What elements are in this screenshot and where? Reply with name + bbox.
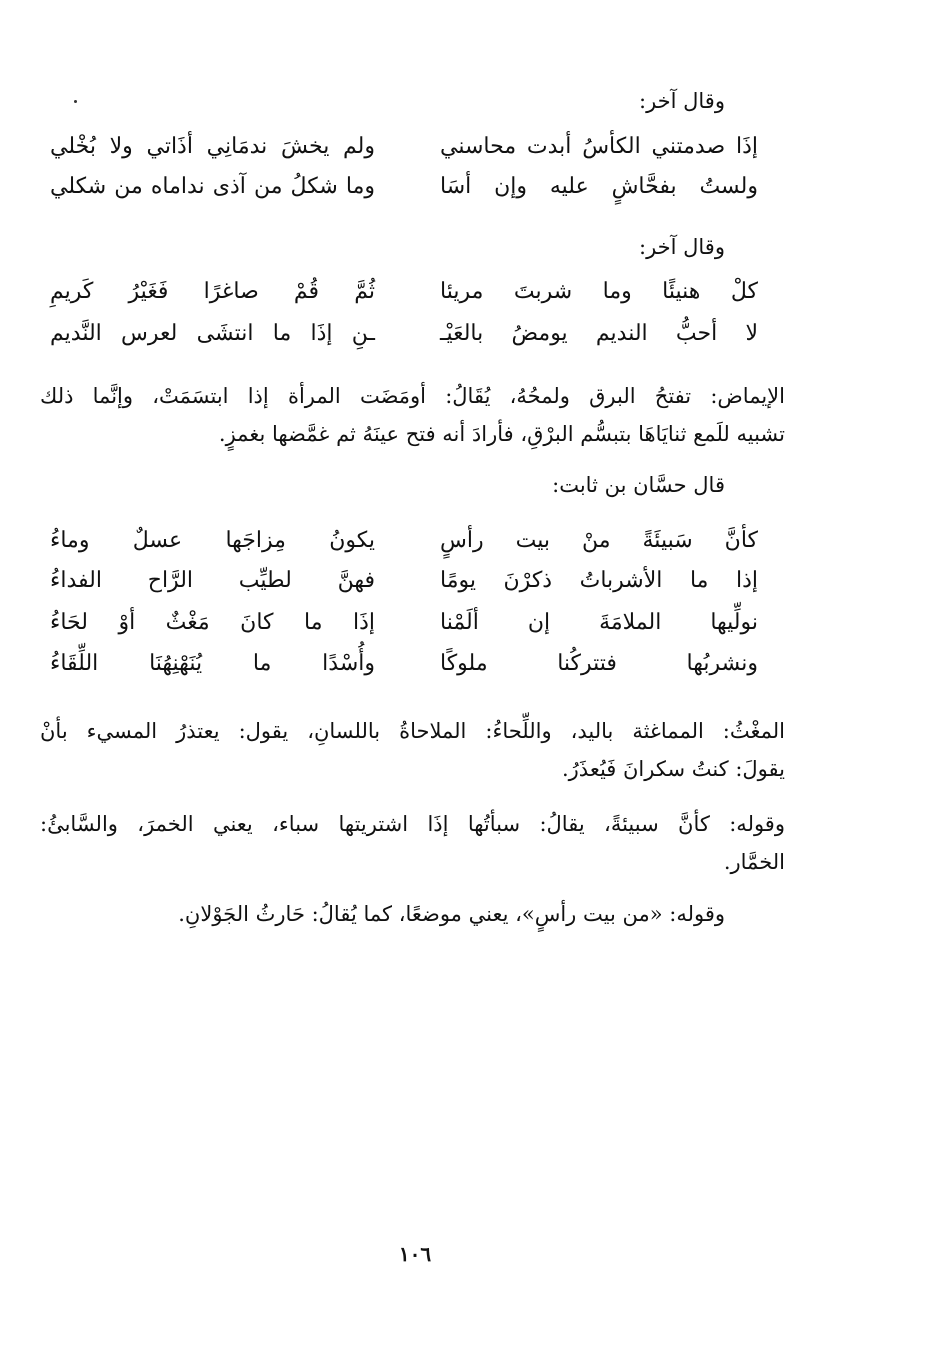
paragraph-imaad-line-2: تشبيه للَمع ثنايَاهَا بتبسُّم البرْقِ، فأرادَ أنه فتح عينَهُ ثم غمَّضها بغمزٍ. bbox=[218, 422, 785, 446]
poem1-verse-2-second-hemistich: وما شكلُ من آذى نداماه من شكلي bbox=[50, 174, 375, 199]
poem3-verse-1-second-hemistich: يكونُ مِزاجَها عسلٌ وماءُ bbox=[50, 528, 375, 553]
poem3-verse-2-second-hemistich: فهنَّ لطيِّب الرَّاح الفداءُ bbox=[50, 568, 375, 593]
paragraph-imaad bbox=[40, 377, 785, 453]
poem1-verse-2-first-hemistich: ولستُ بفحَّاشٍ عليه وإن أسَا bbox=[440, 174, 758, 199]
paragraph-sabiah-line-2: الخمَّار. bbox=[723, 850, 785, 874]
poem3-intro: قال حسَّان بن ثابت: bbox=[552, 473, 725, 497]
paragraph-maghth-line-1: المغْثُ: المماغثة باليد، واللِّحاءُ: الملاحاةُ باللسانِ، يقول: يعتذرُ المسيء بأنْ bbox=[40, 719, 785, 743]
poem1-verse-2 bbox=[40, 167, 780, 207]
poem1-verse-1-first-hemistich: إذَا صدمتني الكأسُ أبدت محاسني bbox=[440, 134, 758, 159]
print-speck bbox=[74, 100, 77, 103]
paragraph-imaad-line-1: الإيماض: تفتحُ البرق ولمحُهُ، يُقَالُ: أومَضَت المرأة إذا ابتسَمَتْ، وإنَّما ذلك bbox=[40, 384, 785, 408]
paragraph-maghth-line-2: يقولَ: كنتُ سكرانَ فَيُعذَرُ. bbox=[561, 757, 785, 781]
poem2-verse-2-first-hemistich: لا أحبُّ النديم يومضُ بالعَيْـ bbox=[440, 321, 758, 346]
paragraph-bayt-ras-line-1: وقوله: «من بيت رأسٍ»، يعني موضعًا، كما يُقالُ: حَارثُ الجَوْلانِ. bbox=[178, 902, 725, 926]
paragraph-sabiah-line-1: وقوله: كأنَّ سبيئةً، يقالُ: سبأتُها إذَا اشتريتها سباء، يعني الخمرَ، والسَّابئُ: bbox=[40, 812, 785, 836]
paragraph-sabiah bbox=[40, 805, 785, 881]
poem3-verse-4 bbox=[40, 644, 780, 684]
poem2-verse-2 bbox=[40, 314, 780, 354]
paragraph-maghth bbox=[40, 712, 785, 788]
poem2-intro: وقال آخر: bbox=[639, 235, 725, 259]
poem3-verse-4-first-hemistich: ونشربُها فتتركُنا ملوكًا bbox=[440, 651, 758, 676]
poem1-verse-1 bbox=[40, 127, 780, 167]
poem2-verse-1 bbox=[40, 272, 780, 312]
poem3-verse-3-second-hemistich: إذَا ما كانَ مَغْثٌ أوْ لحَاءُ bbox=[50, 610, 375, 635]
poem3-verse-3-first-hemistich: نولِّيها الملامَةَ إن ألَمْنا bbox=[440, 610, 758, 635]
poem2-verse-2-second-hemistich: ـنِ إذَا ما انتشَى لعرس النَّديم bbox=[50, 321, 375, 346]
poem3-verse-2-first-hemistich: إذا ما الأشرباتُ ذكرْنَ يومًا bbox=[440, 568, 758, 593]
poem3-verse-1 bbox=[40, 521, 780, 561]
page-number: ١٠٦ bbox=[398, 1242, 432, 1266]
poem2-verse-1-second-hemistich: ثُمَّ قُمْ صاغرًا فَغَيْرُ كَريمِ bbox=[50, 279, 375, 304]
poem1-intro: وقال آخر: bbox=[639, 89, 725, 113]
poem1-verse-1-second-hemistich: ولم يخشَ ندمَانِي أذَاتي ولا بُخْلي bbox=[50, 134, 375, 159]
poem3-verse-2 bbox=[40, 561, 780, 601]
poem2-verse-1-first-hemistich: كلْ هنيئًا وما شربتَ مريئا bbox=[440, 279, 758, 304]
poem3-verse-1-first-hemistich: كأنَّ سَبيئَةً منْ بيت رأسٍ bbox=[440, 528, 758, 553]
poem3-verse-3 bbox=[40, 603, 780, 643]
paragraph-bayt-ras bbox=[40, 895, 785, 933]
poem3-verse-4-second-hemistich: وأُسْدًا ما يُنَهْنِهُنَا اللِّقَاءُ bbox=[50, 651, 375, 676]
